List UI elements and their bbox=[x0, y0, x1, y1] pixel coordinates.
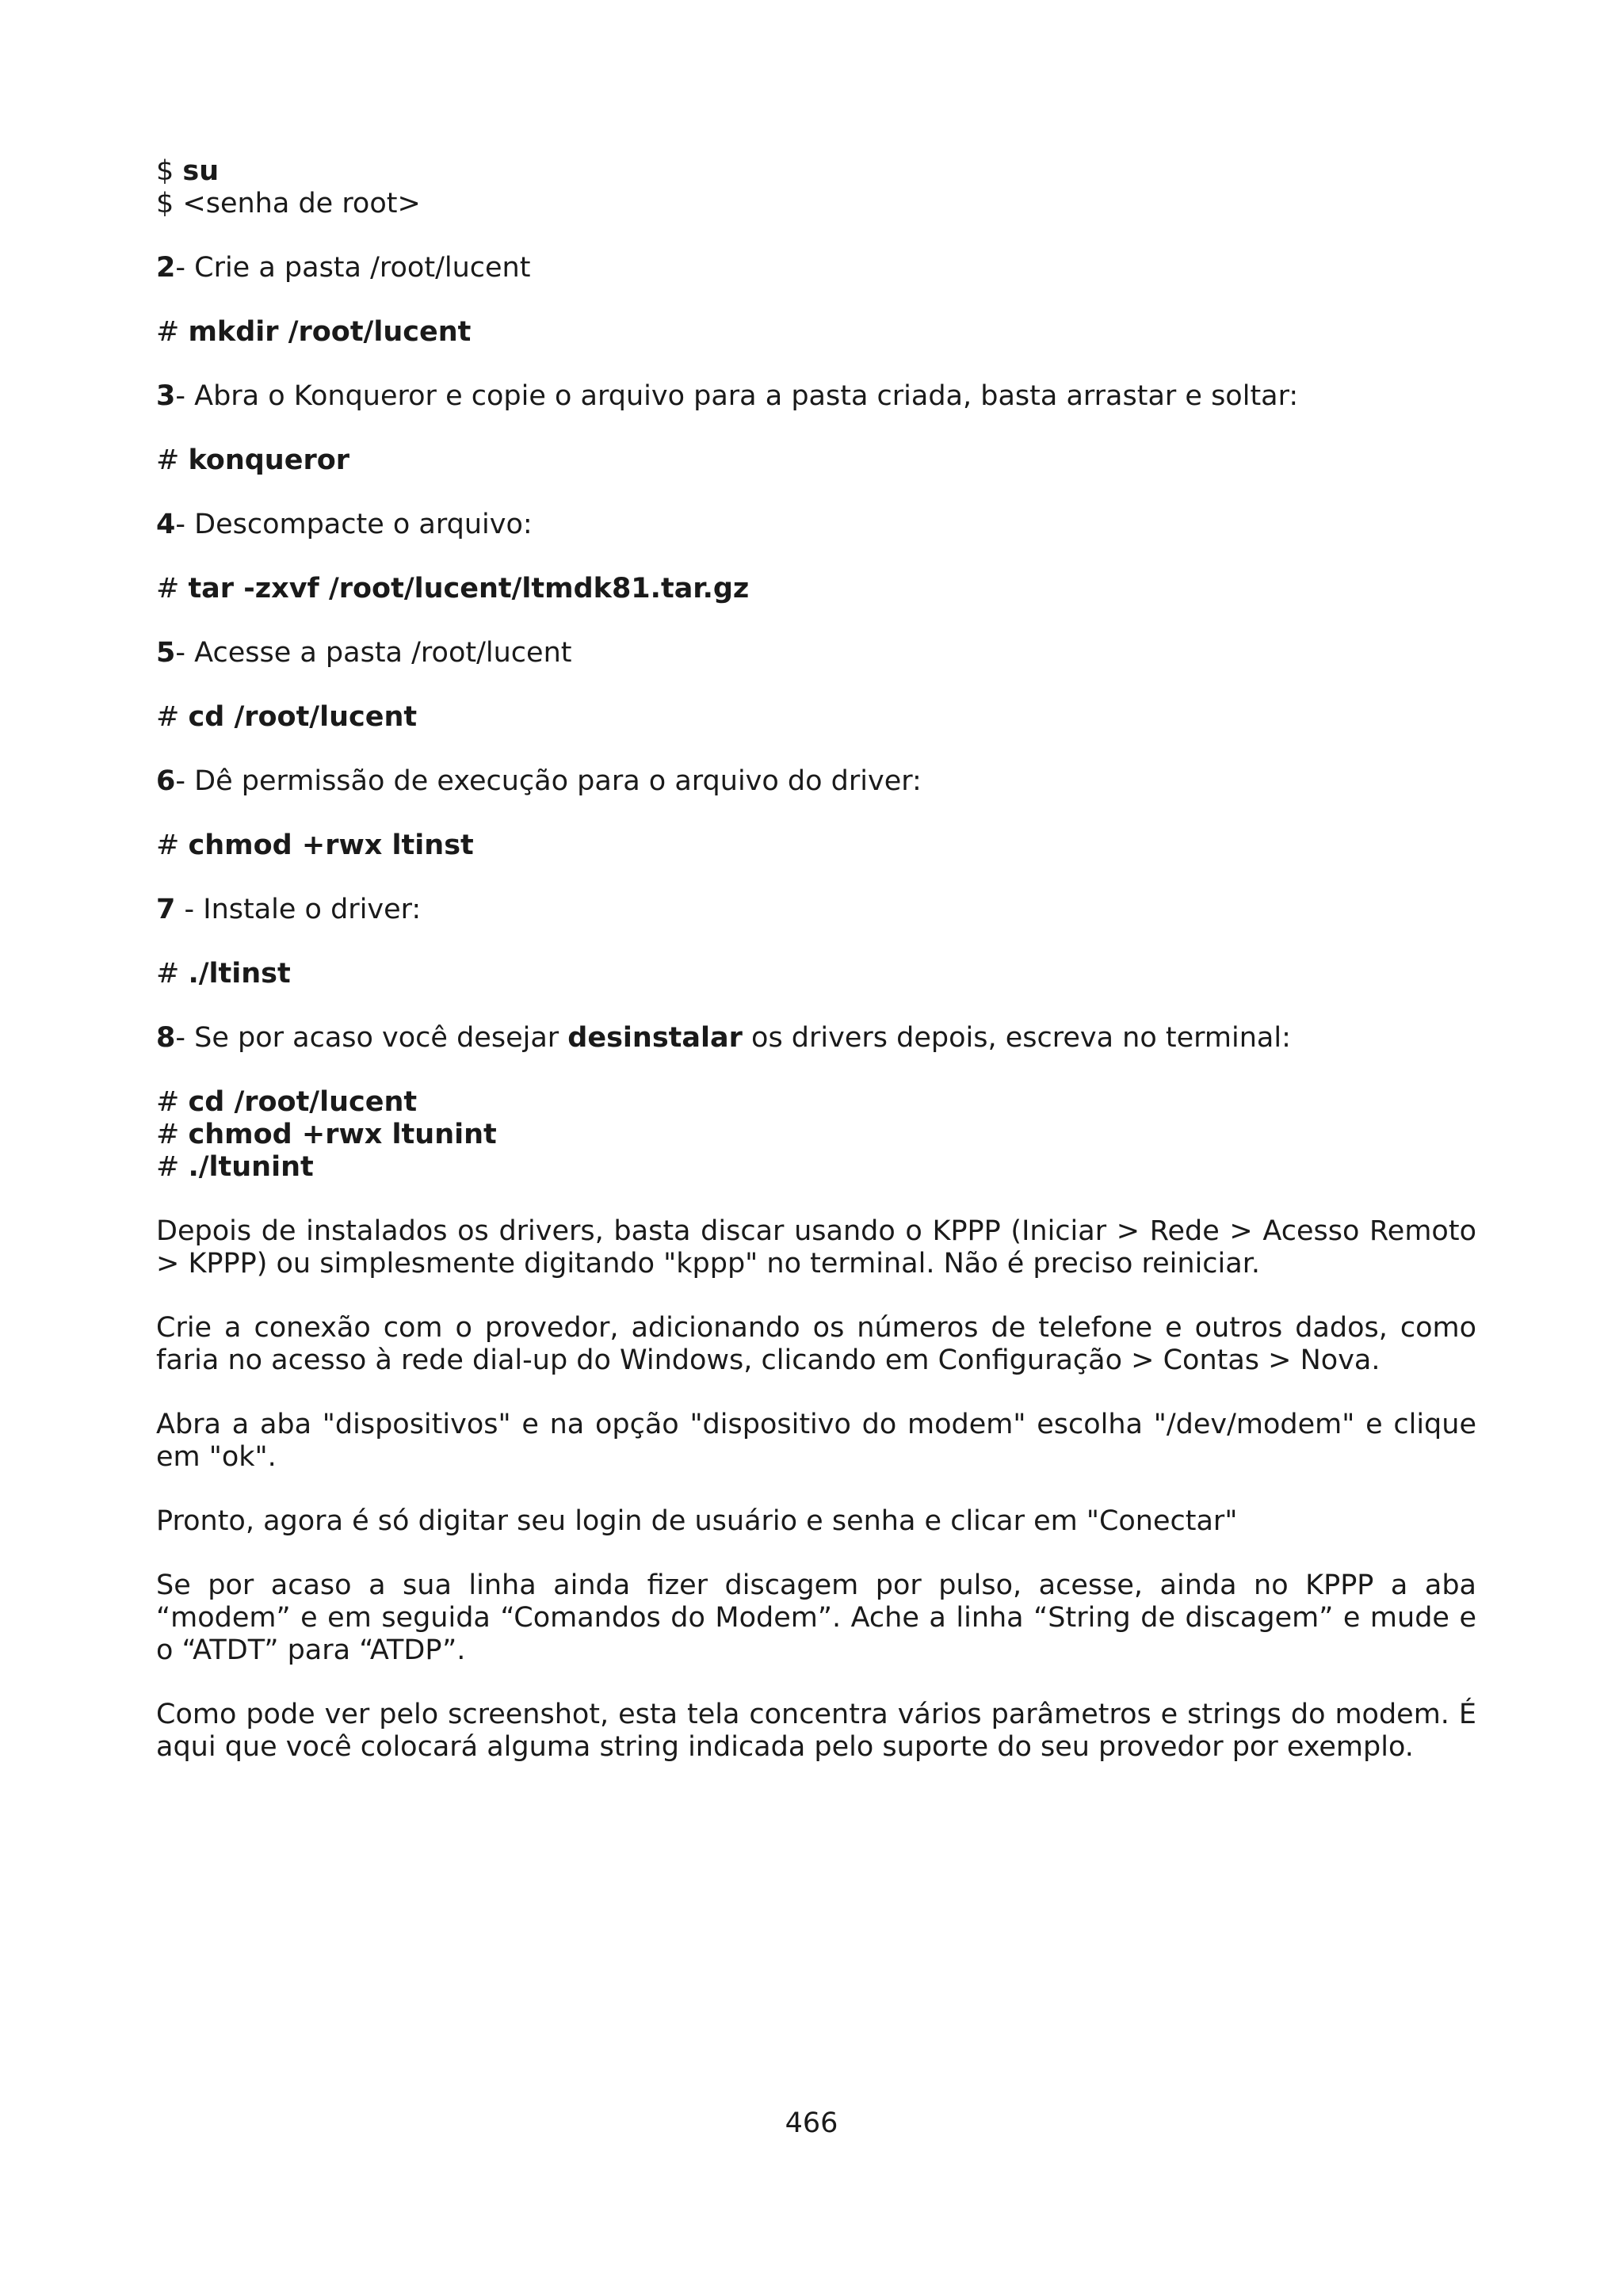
step-text: Instale o driver: bbox=[203, 894, 422, 925]
prompt-symbol: $ bbox=[156, 188, 183, 219]
command-line bbox=[156, 1086, 1476, 1119]
command-text: chmod +rwx ltinst bbox=[188, 830, 474, 861]
command-line bbox=[156, 573, 1476, 605]
command-text: ./ltinst bbox=[188, 958, 291, 990]
command-text: ./ltunint bbox=[188, 1151, 314, 1183]
page-number: 466 bbox=[785, 2107, 838, 2139]
step-3 bbox=[156, 380, 1476, 413]
step-emphasis: desinstalar bbox=[567, 1022, 743, 1054]
command-text: chmod +rwx ltunint bbox=[188, 1119, 497, 1150]
step-number: 4 bbox=[156, 509, 176, 540]
prompt-symbol: # bbox=[156, 1151, 189, 1183]
step-number: 5 bbox=[156, 637, 176, 669]
prompt-symbol: # bbox=[156, 830, 189, 861]
prompt-symbol: # bbox=[156, 701, 189, 733]
step-number: 7 bbox=[156, 894, 176, 925]
step-separator: - bbox=[175, 509, 195, 540]
step-separator: - bbox=[175, 252, 195, 284]
paragraph: Depois de instalados os drivers, basta discar usando o KPPP (Iniciar > Rede > Acesso Remoto > KPPP) ou simplesmente digitando "kppp" no terminal. Não é preciso reiniciar. bbox=[156, 1215, 1476, 1280]
prompt-symbol: # bbox=[156, 573, 189, 605]
step-text: Abra o Konqueror e copie o arquivo para a pasta criada, basta arrastar e soltar: bbox=[194, 380, 1299, 412]
command-text: tar -zxvf /root/lucent/ltmdk81.tar.gz bbox=[188, 573, 750, 605]
prompt-symbol: # bbox=[156, 1119, 189, 1150]
command-line bbox=[156, 1151, 1476, 1184]
command-line bbox=[156, 188, 1476, 220]
step-separator: - bbox=[175, 380, 195, 412]
command-placeholder: <senha de root> bbox=[182, 188, 421, 219]
step-separator: - bbox=[175, 765, 195, 797]
step-number: 3 bbox=[156, 380, 176, 412]
paragraph: Pronto, agora é só digitar seu login de usuário e senha e clicar em "Conectar" bbox=[156, 1505, 1238, 1537]
paragraph: Crie a conexão com o provedor, adicionando os números de telefone e outros dados, como faria no acesso à rede dial-up do Windows, clicando em Configuração > Contas > Nova. bbox=[156, 1312, 1476, 1376]
command-line bbox=[156, 830, 1476, 862]
command-text: cd /root/lucent bbox=[188, 1086, 418, 1118]
command-line bbox=[156, 1119, 1476, 1151]
step-number: 8 bbox=[156, 1022, 176, 1054]
command-line bbox=[156, 155, 1476, 188]
prompt-symbol: $ bbox=[156, 155, 183, 187]
paragraph: Se por acaso a sua linha ainda fizer discagem por pulso, acesse, ainda no KPPP a aba “modem” e em seguida “Comandos do Modem”. Ache a linha “String de discagem” e mude e o “ATDT” para “ATDP”. bbox=[156, 1569, 1476, 1666]
step-text: Crie a pasta /root/lucent bbox=[194, 252, 531, 284]
paragraph: Como pode ver pelo screenshot, esta tela concentra vários parâmetros e strings do modem. É aqui que você colocará alguma string indicada pelo suporte do seu provedor por exemplo. bbox=[156, 1699, 1476, 1763]
step-text: Se por acaso você desejar bbox=[194, 1022, 568, 1054]
command-line bbox=[156, 958, 1476, 990]
command-line bbox=[156, 316, 1476, 349]
step-8 bbox=[156, 1022, 1476, 1055]
prompt-symbol: # bbox=[156, 958, 189, 990]
step-text: Descompacte o arquivo: bbox=[194, 509, 533, 540]
step-separator: - bbox=[175, 894, 204, 925]
step-text: os drivers depois, escreva no terminal: bbox=[742, 1022, 1291, 1054]
command-line bbox=[156, 444, 1476, 477]
step-number: 6 bbox=[156, 765, 176, 797]
step-number: 2 bbox=[156, 252, 176, 284]
step-7 bbox=[156, 894, 1476, 926]
prompt-symbol: # bbox=[156, 1086, 189, 1118]
document-body bbox=[156, 155, 1476, 1764]
step-6 bbox=[156, 765, 1476, 798]
prompt-symbol: # bbox=[156, 316, 189, 348]
step-separator: - bbox=[175, 1022, 195, 1054]
command-text: cd /root/lucent bbox=[188, 701, 418, 733]
step-5 bbox=[156, 637, 1476, 669]
command-text: mkdir /root/lucent bbox=[188, 316, 472, 348]
command-text: konqueror bbox=[188, 444, 350, 476]
step-4 bbox=[156, 509, 1476, 541]
paragraph: Abra a aba "dispositivos" e na opção "dispositivo do modem" escolha "/dev/modem" e clique em "ok". bbox=[156, 1409, 1476, 1473]
command-line bbox=[156, 701, 1476, 734]
step-separator: - bbox=[175, 637, 195, 669]
command-text: su bbox=[182, 155, 220, 187]
prompt-symbol: # bbox=[156, 444, 189, 476]
step-text: Dê permissão de execução para o arquivo do driver: bbox=[194, 765, 922, 797]
step-2 bbox=[156, 252, 1476, 284]
step-text: Acesse a pasta /root/lucent bbox=[194, 637, 572, 669]
